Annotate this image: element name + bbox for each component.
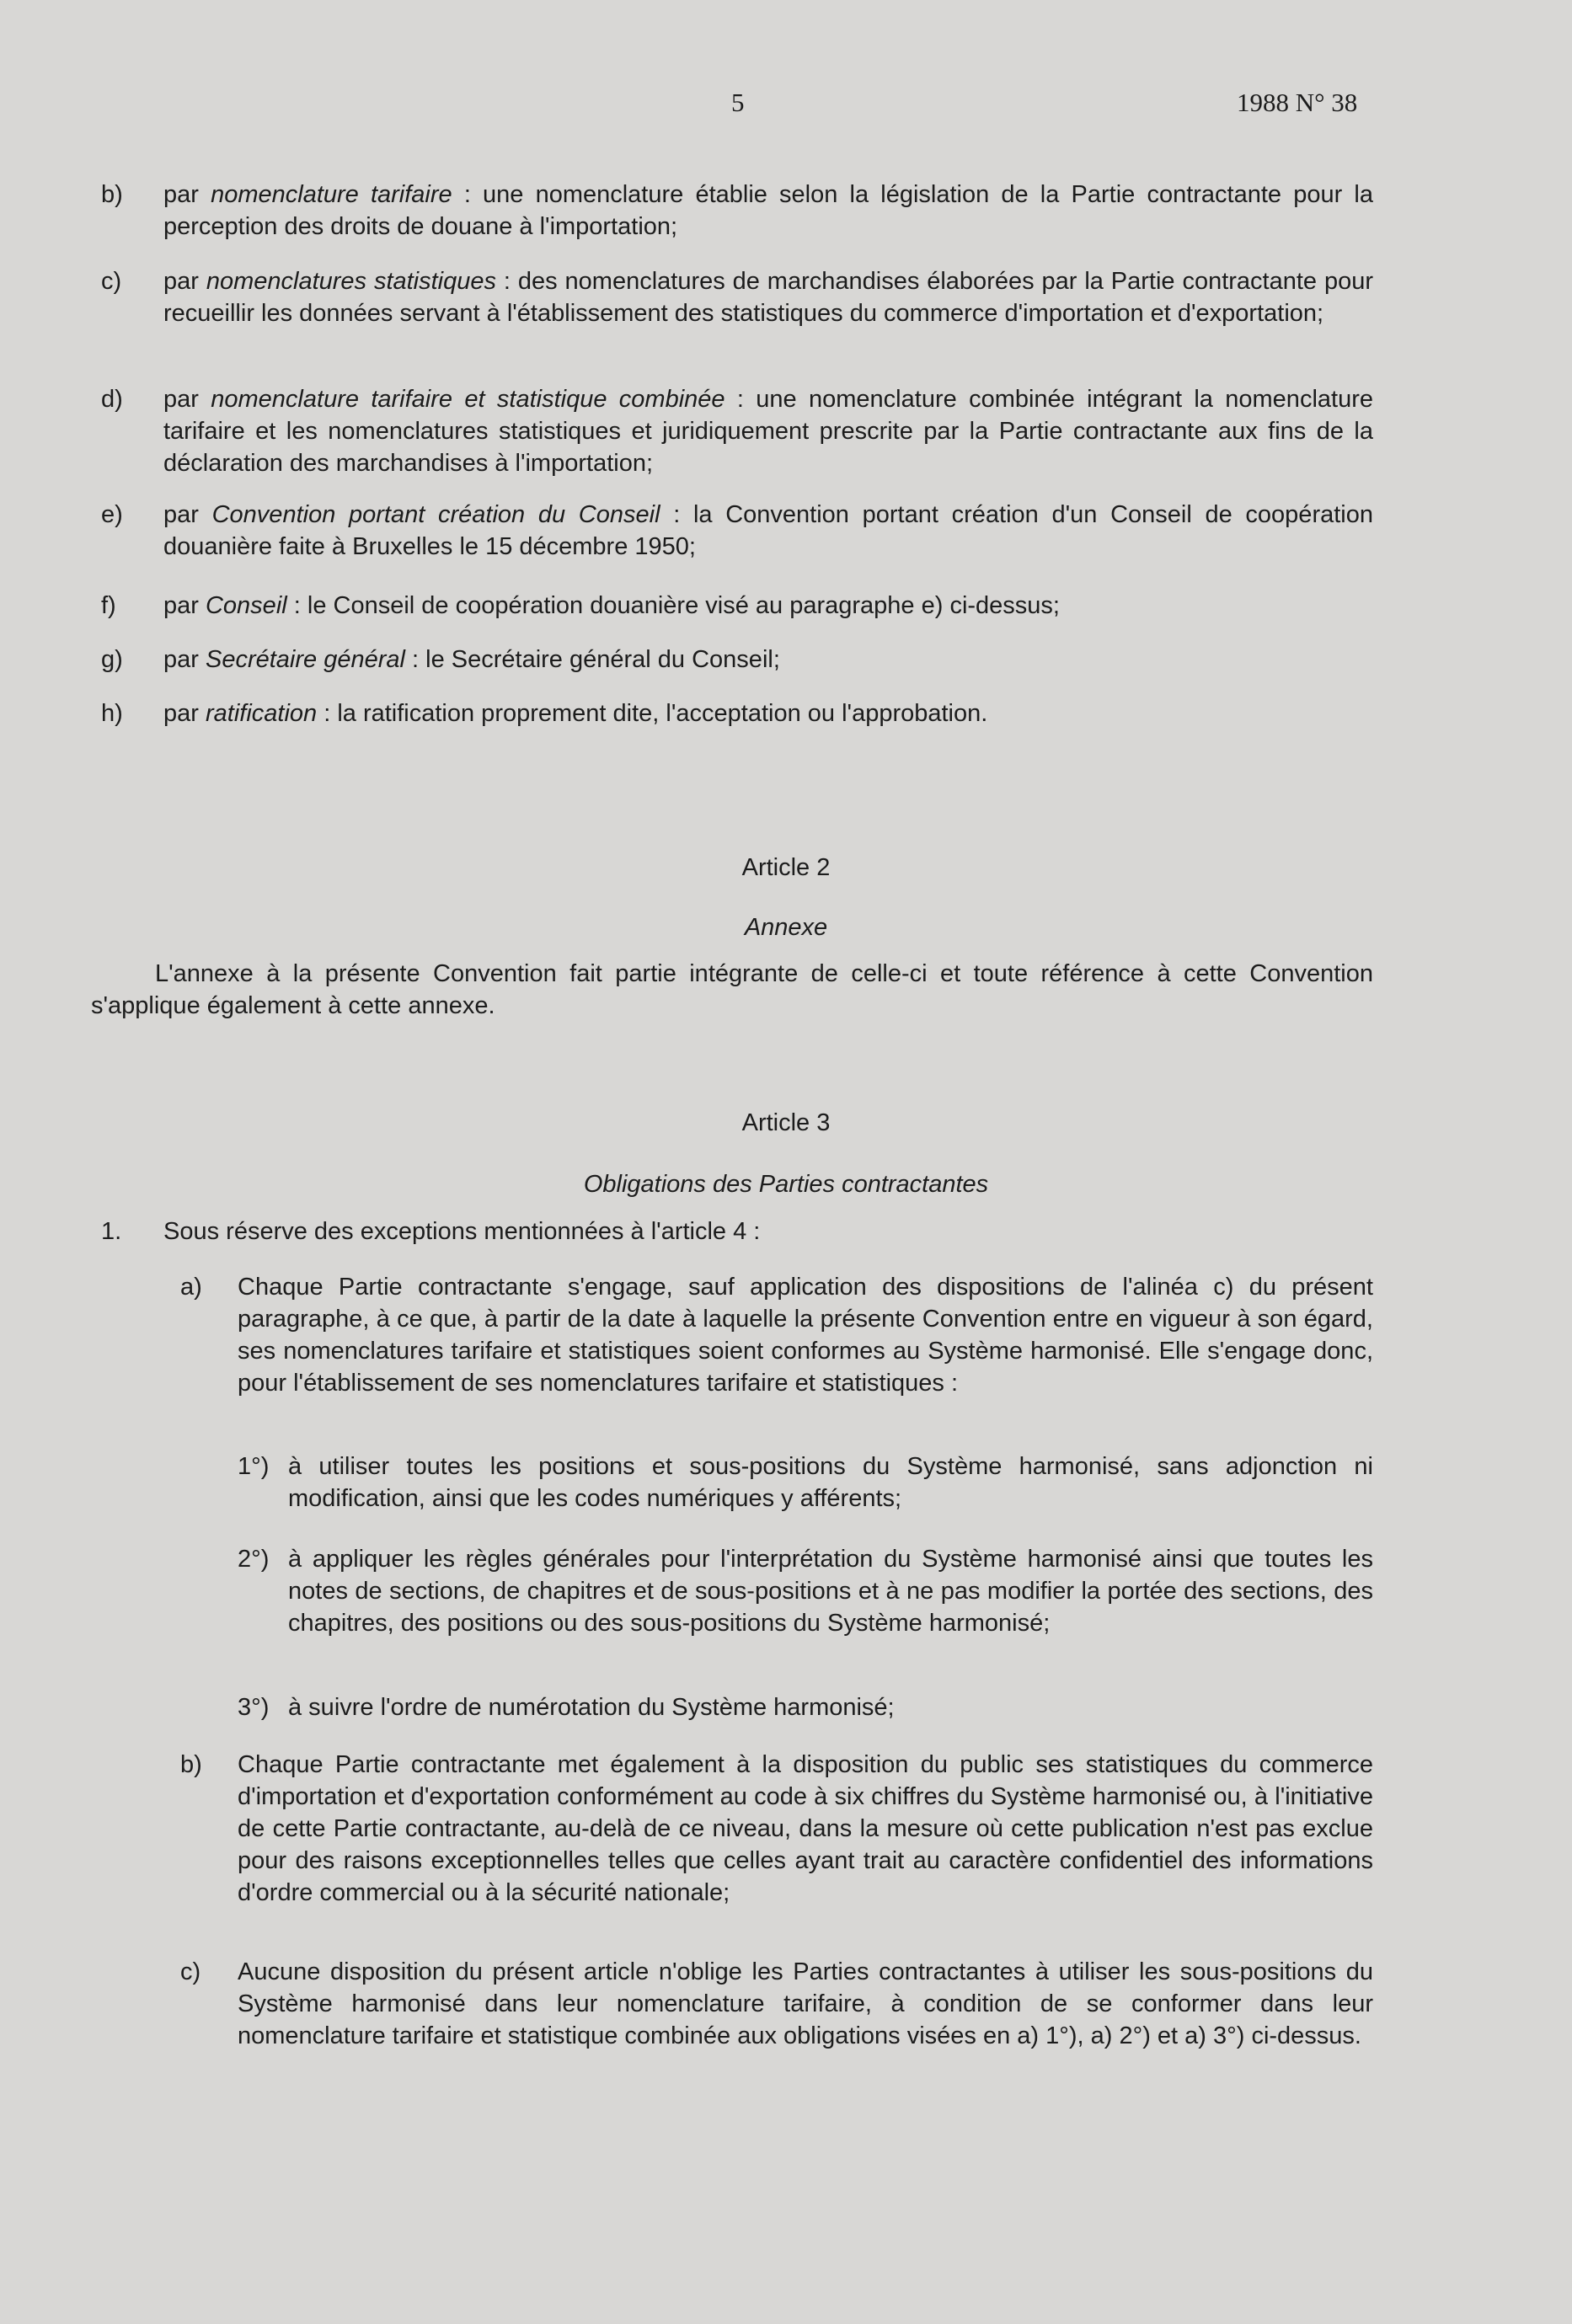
item-a-text: Chaque Partie contractante s'engage, sauf application des dispositions de l'alinéa c) du présent paragraphe, à ce que, à partir de la date à laquelle la présente Convention entre en vigueur à son égard, ses nomenclatures tarifaire et statistiques soient conformes au Système harmonisé. Elle s'engage donc, pour l'établissement de ses nomenclatures tarifaire et statistiques : xyxy=(238,1274,1373,1397)
article-2-text: L'annexe à la présente Convention fait partie intégrante de celle-ci et toute référence à cette Convention s'applique également à cette annexe. xyxy=(91,960,1373,1019)
article-3-heading: Article 3 xyxy=(741,1109,831,1136)
definition-letter: f) xyxy=(101,592,116,619)
definition-letter: b) xyxy=(101,181,123,208)
definition-letter: g) xyxy=(101,646,123,673)
article-3-subtitle: Obligations des Parties contractantes xyxy=(583,1171,989,1198)
definition-letter: c) xyxy=(101,268,122,295)
defined-term: nomenclature tarifaire xyxy=(211,181,452,208)
definition-letter: d) xyxy=(101,386,123,413)
journal-reference: 1988 N° 38 xyxy=(1237,88,1358,117)
paragraph-number: 1. xyxy=(101,1218,122,1245)
defined-term: Convention portant création du Conseil xyxy=(211,501,660,528)
definition-letter: h) xyxy=(101,700,123,727)
article-2-subtitle: Annexe xyxy=(744,914,828,941)
item-letter: c) xyxy=(180,1958,201,1985)
item-c-text: Aucune disposition du présent article n'oblige les Parties contractantes à utiliser les sous-positions du Système harmonisé dans leur nomenclature tarifaire, à condition de se conformer dans leur nomenclature tarifaire et statistique combinée aux obligations visées en a) 1°), a) 2°) et a) 3°) ci-dessus. xyxy=(238,1958,1373,2049)
defined-term: nomenclatures statistiques xyxy=(206,268,497,295)
item-letter: b) xyxy=(180,1751,202,1778)
definition-body: par Conseil : le Conseil de coopération douanière visé au paragraphe e) ci-dessus; xyxy=(163,592,1060,619)
definition-body: par Secrétaire général : le Secrétaire général du Conseil; xyxy=(163,646,780,673)
sub-item-number: 1°) xyxy=(238,1453,270,1480)
definition-body: par nomenclature tarifaire et statistique combinée : une nomenclature combinée intégrant la nomenclature tarifaire et les nomenclatures statistiques et juridiquement prescrite par la Partie contractante aux fins de la déclaration des marchandises à l'importation; xyxy=(163,386,1373,477)
article-2-heading: Article 2 xyxy=(741,854,831,881)
defined-term: ratification xyxy=(205,700,318,727)
sub-item-text: à suivre l'ordre de numérotation du Système harmonisé; xyxy=(288,1694,895,1721)
sub-item-number: 3°) xyxy=(238,1694,270,1721)
defined-term: Conseil xyxy=(205,592,287,619)
paragraph-1-text: Sous réserve des exceptions mentionnées à l'article 4 : xyxy=(163,1218,761,1245)
item-letter: a) xyxy=(180,1274,202,1301)
definition-body: par nomenclature tarifaire : une nomenclature établie selon la législation de la Partie contractante pour la perception des droits de douane à l'importation; xyxy=(163,181,1373,240)
sub-item-text: à utiliser toutes les positions et sous-positions du Système harmonisé, sans adjonction ni modification, ainsi que les codes numériques y afférents; xyxy=(288,1453,1373,1512)
item-b-text: Chaque Partie contractante met également à la disposition du public ses statistiques du commerce d'importation et d'exportation conformément au code à six chiffres du Système harmonisé ou, à l'initiative de cette Partie contractante, au-delà de ce niveau, dans la mesure où cette publication n'est pas exclue pour des raisons exceptionnelles telles que celles ayant trait au caractère confidentiel des informations d'ordre commercial ou à la sécurité nationale; xyxy=(238,1751,1373,1906)
definition-body: par Convention portant création du Conseil : la Convention portant création d'un Conseil de coopération douanière faite à Bruxelles le 15 décembre 1950; xyxy=(163,501,1373,560)
sub-item-text: à appliquer les règles générales pour l'interprétation du Système harmonisé ainsi que toutes les notes de sections, de chapitres et de sous-positions et à ne pas modifier la portée des sections, des chapitres, des positions ou des sous-positions du Système harmonisé; xyxy=(288,1546,1373,1637)
defined-term: nomenclature tarifaire et statistique combinée xyxy=(211,386,725,413)
page-number: 5 xyxy=(731,88,745,117)
definition-body: par nomenclatures statistiques : des nomenclatures de marchandises élaborées par la Partie contractante pour recueillir les données servant à l'établissement des statistiques du commerce d'importation et d'exportation; xyxy=(163,268,1373,327)
definition-letter: e) xyxy=(101,501,123,528)
sub-item-number: 2°) xyxy=(238,1546,270,1573)
defined-term: Secrétaire général xyxy=(205,646,405,673)
definition-body: par ratification : la ratification proprement dite, l'acceptation ou l'approbation. xyxy=(163,700,988,727)
page-header xyxy=(0,88,1572,121)
